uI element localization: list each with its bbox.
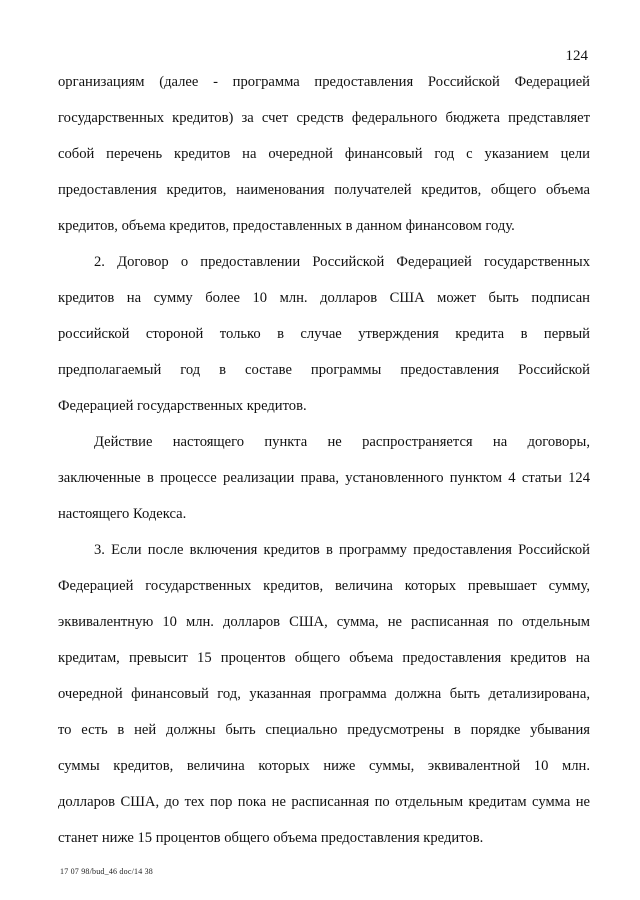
text-line: кредитов, объема кредитов, предоставленных в данном финансовом году.: [58, 218, 515, 234]
text-line: 2. Договор о предоставлении Российской Федерацией государственных: [94, 254, 590, 270]
page-number: 124: [565, 48, 588, 64]
paragraph-1: [58, 64, 590, 244]
text-line: то есть в ней должны быть специально предусмотрены в порядке убывания: [58, 722, 590, 738]
text-line: станет ниже 15 процентов общего объема предоставления кредитов.: [58, 830, 484, 846]
text-line: настоящего Кодекса.: [58, 506, 187, 522]
text-line: 3. Если после включения кредитов в программу предоставления Российской: [94, 542, 590, 558]
text-line: долларов США, до тех пор пока не расписанная по отдельным кредитам сумма не: [58, 794, 590, 810]
text-line: Федерацией государственных кредитов, величина которых превышает сумму,: [58, 578, 590, 594]
text-line: кредитов на сумму более 10 млн. долларов США может быть подписан: [58, 290, 590, 306]
text-line: организациям (далее - программа предоставления Российской Федерацией: [58, 74, 590, 90]
paragraph-4: [58, 532, 590, 856]
text-line: заключенные в процессе реализации права, установленного пунктом 4 статьи 124: [58, 470, 590, 486]
paragraph-2: [58, 244, 590, 424]
footer-file-reference: 17 07 98/bud_46 doc/14 38: [60, 867, 153, 876]
document-body: [58, 64, 590, 856]
text-line: предоставления кредитов, наименования получателей кредитов, общего объема: [58, 182, 590, 198]
text-line: суммы кредитов, величина которых ниже суммы, эквивалентной 10 млн.: [58, 758, 590, 774]
text-line: Действие настоящего пункта не распространяется на договоры,: [94, 434, 590, 450]
text-line: эквивалентную 10 млн. долларов США, сумма, не расписанная по отдельным: [58, 614, 590, 630]
text-line: государственных кредитов) за счет средств федерального бюджета представляет: [58, 110, 590, 126]
text-line: собой перечень кредитов на очередной финансовый год с указанием цели: [58, 146, 590, 162]
text-line: Федерацией государственных кредитов.: [58, 398, 307, 414]
text-line: очередной финансовый год, указанная программа должна быть детализирована,: [58, 686, 590, 702]
paragraph-3: [58, 424, 590, 532]
text-line: предполагаемый год в составе программы предоставления Российской: [58, 362, 590, 378]
text-line: российской стороной только в случае утверждения кредита в первый: [58, 326, 590, 342]
text-line: кредитам, превысит 15 процентов общего объема предоставления кредитов на: [58, 650, 590, 666]
